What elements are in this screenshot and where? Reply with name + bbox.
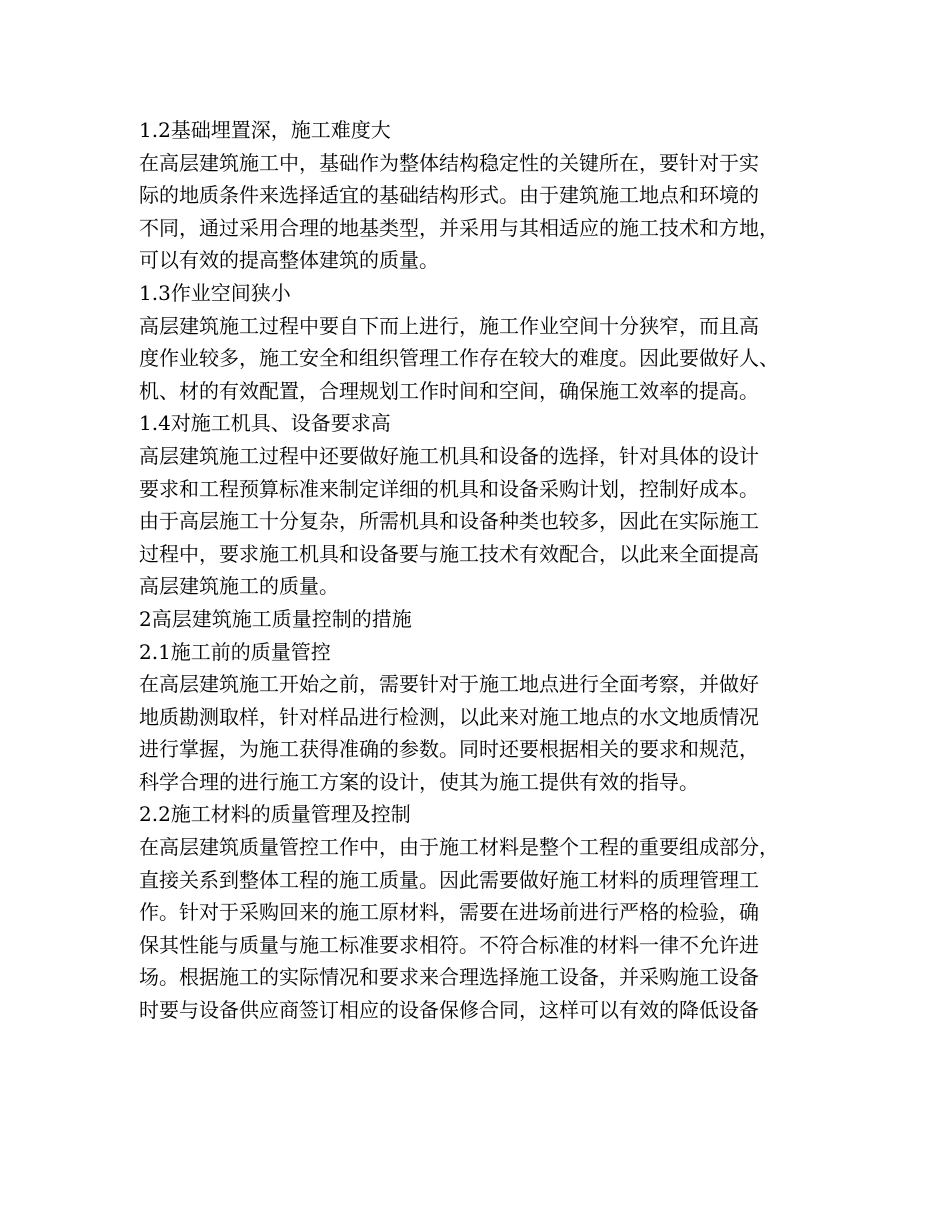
section-heading-2-2: 2.2施工材料的质量管理及控制 <box>139 802 411 827</box>
paragraph-line: 可以有效的提高整体建筑的质量。 <box>139 248 439 273</box>
paragraph-line: 高层建筑施工过程中还要做好施工机具和设备的选择，针对具体的设计 <box>139 443 759 468</box>
document-page <box>139 114 819 1027</box>
paragraph-line: 科学合理的进行施工方案的设计，使其为施工提供有效的指导。 <box>139 769 699 794</box>
paragraph-line: 高层建筑施工过程中要自下而上进行，施工作业空间十分狭窄，而且高 <box>139 313 759 338</box>
section-heading-1-2: 1.2基础埋置深，施工难度大 <box>139 118 391 142</box>
paragraph-line: 场。根据施工的实际情况和要求来合理选择施工设备，并采购施工设备 <box>139 965 759 990</box>
paragraph-line: 要求和工程预算标准来制定详细的机具和设备采购计划，控制好成本。 <box>139 476 759 501</box>
paragraph-line: 时要与设备供应商签订相应的设备保修合同，这样可以有效的降低设备 <box>139 998 759 1023</box>
paragraph-line: 由于高层施工十分复杂，所需机具和设备种类也较多，因此在实际施工 <box>139 509 759 534</box>
paragraph-line: 机、材的有效配置，合理规划工作时间和空间，确保施工效率的提高。 <box>139 378 759 403</box>
section-heading-1-4: 1.4对施工机具、设备要求高 <box>139 411 391 436</box>
paragraph-line: 高层建筑施工的质量。 <box>139 574 339 599</box>
paragraph-line: 在高层建筑施工中，基础作为整体结构稳定性的关键所在，要针对于实 <box>139 150 759 175</box>
paragraph-line: 度作业较多，施工安全和组织管理工作存在较大的难度。因此要做好人、 <box>139 346 779 371</box>
paragraph-line: 直接关系到整体工程的施工质量。因此需要做好施工材料的质理管理工 <box>139 867 759 892</box>
section-heading-2: 2高层建筑施工质量控制的措施 <box>139 606 412 631</box>
paragraph-line: 在高层建筑施工开始之前，需要针对于施工地点进行全面考察，并做好 <box>139 672 759 697</box>
paragraph-line: 进行掌握，为施工获得准确的参数。同时还要根据相关的要求和规范， <box>139 737 759 762</box>
paragraph-line: 过程中，要求施工机具和设备要与施工技术有效配合，以此来全面提高 <box>139 541 759 566</box>
paragraph-line: 不同，通过采用合理的地基类型，并采用与其相适应的施工技术和方地， <box>139 215 779 240</box>
paragraph-line: 际的地质条件来选择适宜的基础结构形式。由于建筑施工地点和环境的 <box>139 183 759 208</box>
section-heading-2-1: 2.1施工前的质量管控 <box>139 639 331 664</box>
paragraph-line: 地质勘测取样，针对样品进行检测，以此来对施工地点的水文地质情况 <box>139 704 759 729</box>
paragraph-line: 保其性能与质量与施工标准要求相符。不符合标准的材料一律不允许进 <box>139 932 759 957</box>
section-heading-1-3: 1.3作业空间狭小 <box>139 280 291 305</box>
paragraph-line: 作。针对于采购回来的施工原材料，需要在进场前进行严格的检验，确 <box>139 900 759 925</box>
paragraph-line: 在高层建筑质量管控工作中，由于施工材料是整个工程的重要组成部分， <box>139 835 779 860</box>
